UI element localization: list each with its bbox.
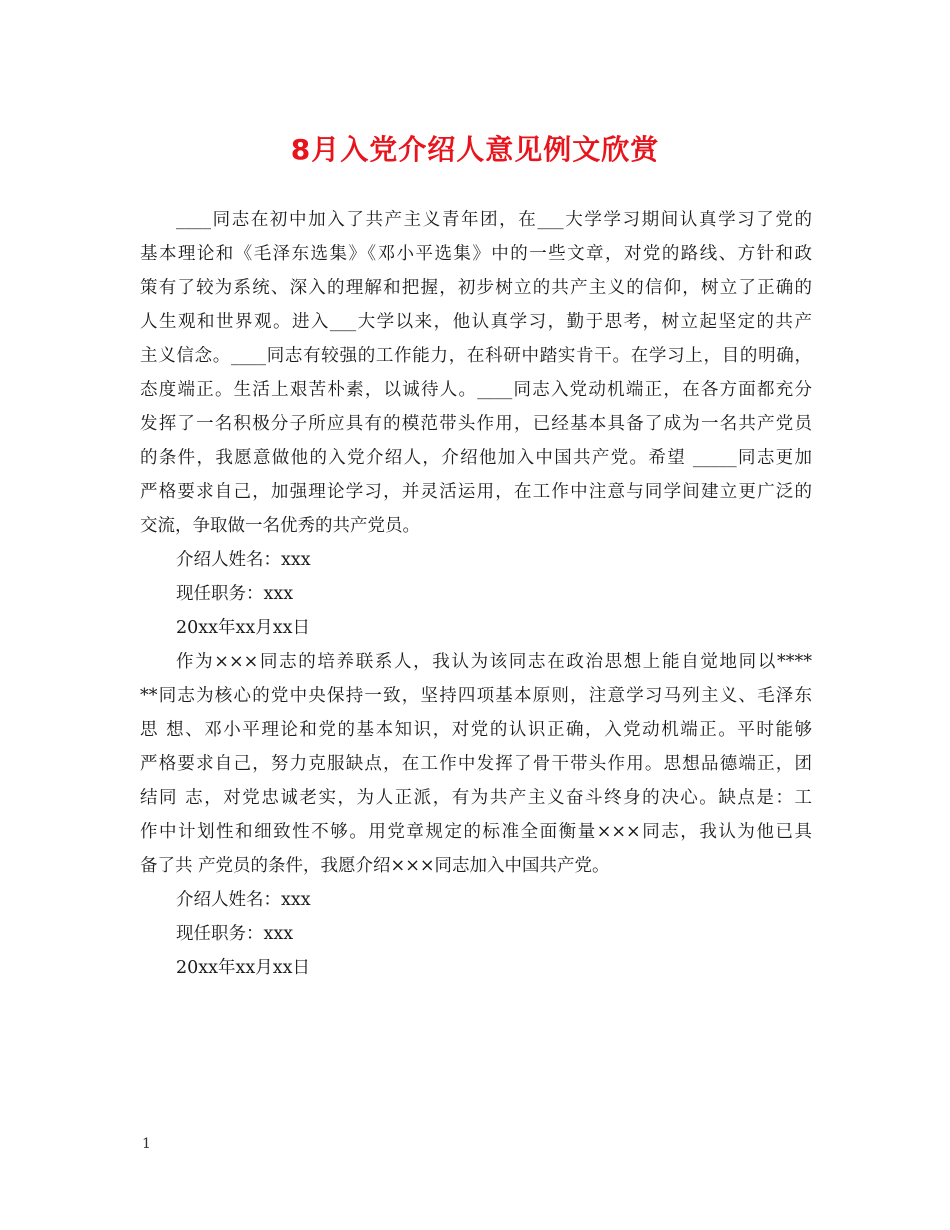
paragraph-line: **同志为核心的党中央保持一致，坚持四项基本原则，注意学习马列主义、毛泽东 (140, 686, 812, 706)
introducer-name-line: 介绍人姓名：xxx (176, 890, 311, 910)
paragraph-line: 基本理论和《毛泽东选集》《邓小平选集》中的一些文章，对党的路线、方针和政 (140, 244, 812, 264)
paragraph-line: 态度端正。生活上艰苦朴素，以诚待人。____同志入党动机端正，在各方面都充分 (140, 380, 812, 400)
paragraph-line: 备了共 产党员的条件，我愿介绍×××同志加入中国共产党。 (140, 856, 610, 876)
paragraph-line: 发挥了一名积极分子所应具有的模范带头作用，已经基本具备了成为一名共产党员 (140, 414, 812, 434)
paragraph-line: 严格要求自己，加强理论学习，并灵活运用，在工作中注意与同学间建立更广泛的 (140, 482, 812, 502)
page-number: 1 (142, 1136, 151, 1152)
introducer-position-line: 现任职务：xxx (176, 584, 294, 604)
paragraph-line: 思 想、邓小平理论和党的基本知识，对党的认识正确，入党动机端正。平时能够 (140, 720, 812, 740)
introducer-name-line: 介绍人姓名：xxx (176, 550, 311, 570)
paragraph-line: 交流，争取做一名优秀的共产党员。 (140, 516, 420, 536)
paragraph-line: 策有了较为系统、深入的理解和把握，初步树立的共产主义的信仰，树立了正确的 (140, 278, 812, 298)
document-body (140, 203, 812, 985)
paragraph-line: 严格要求自己，努力克服缺点，在工作中发挥了骨干带头作用。思想品德端正，团 (140, 754, 812, 774)
paragraph-line: ____同志在初中加入了共产主义青年团，在___大学学习期间认真学习了党的 (176, 210, 812, 230)
document-title: 8月入党介绍人意见例文欣赏 (290, 133, 660, 166)
signature-date-line: 20xx年xx月xx日 (176, 618, 310, 638)
signature-date-line: 20xx年xx月xx日 (176, 958, 310, 978)
paragraph-line: 作为×××同志的培养联系人，我认为该同志在政治思想上能自觉地同以**** (176, 652, 812, 672)
paragraph-line: 的条件，我愿意做他的入党介绍人，介绍他加入中国共产党。希望 _____同志更加 (140, 448, 812, 468)
paragraph-line: 作中计划性和细致性不够。用党章规定的标准全面衡量×××同志，我认为他已具 (140, 822, 812, 842)
paragraph-line: 人生观和世界观。进入___大学以来，他认真学习，勤于思考，树立起坚定的共产 (140, 312, 812, 332)
paragraph-line: 结同 志，对党忠诚老实，为人正派，有为共产主义奋斗终身的决心。缺点是：工 (140, 788, 812, 808)
paragraph-line: 主义信念。____同志有较强的工作能力，在科研中踏实肯干。在学习上，目的明确， (140, 346, 812, 366)
introducer-position-line: 现任职务：xxx (176, 924, 294, 944)
